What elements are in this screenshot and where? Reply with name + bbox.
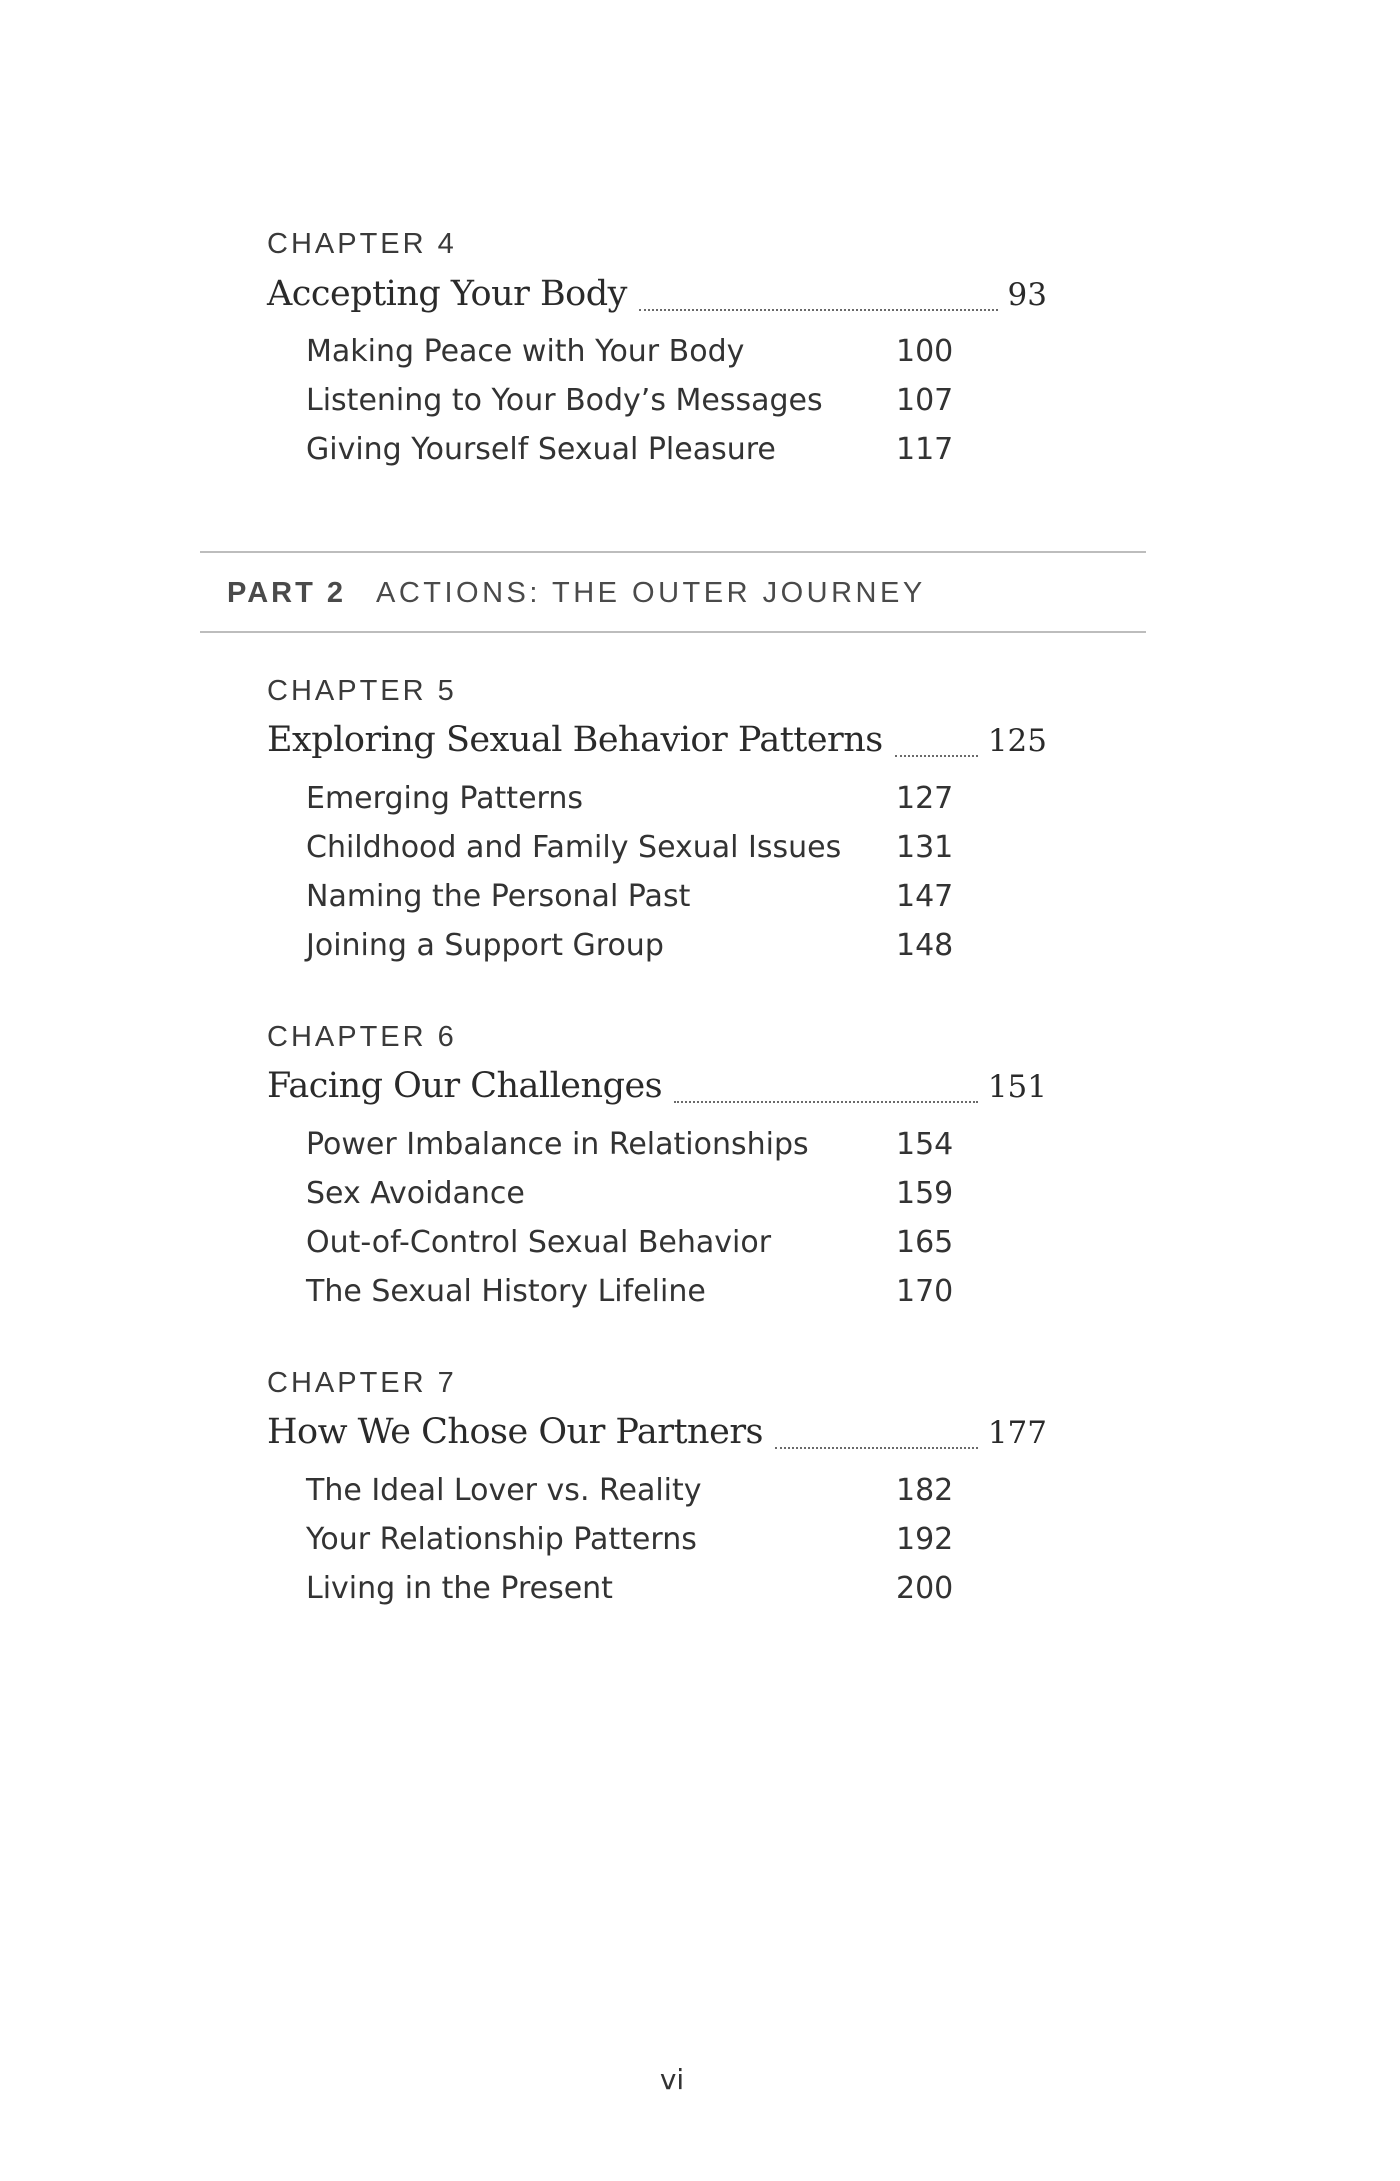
chapter-title-row: [267, 720, 1047, 769]
section-title: Living in the Present: [306, 1571, 613, 1606]
chapter-title-row: [267, 1066, 1047, 1115]
dot-leader: [775, 1446, 978, 1449]
section-title: Childhood and Family Sexual Issues: [306, 830, 842, 865]
section-row: [306, 1176, 954, 1219]
section-title: Making Peace with Your Body: [306, 334, 745, 369]
chapter-title: Accepting Your Body: [267, 274, 627, 314]
chapter-page-number: 93: [1007, 277, 1047, 313]
section-row: [306, 432, 954, 475]
section-title: Power Imbalance in Relationships: [306, 1127, 809, 1162]
section-row: [306, 1571, 954, 1614]
chapter-page-number: 151: [987, 1069, 1047, 1105]
part-bottom-rule: [200, 631, 1146, 633]
section-title: Out-of-Control Sexual Behavior: [306, 1225, 772, 1260]
chapter-title-row: [267, 1412, 1047, 1461]
part-top-rule: [200, 551, 1146, 553]
section-page-number: 200: [896, 1571, 954, 1606]
chapter-label: CHAPTER 5: [267, 675, 457, 707]
section-page-number: 131: [896, 830, 954, 865]
section-page-number: 148: [896, 928, 954, 963]
section-page-number: 107: [896, 383, 954, 418]
chapter-label: CHAPTER 4: [267, 228, 457, 260]
section-title: Giving Yourself Sexual Pleasure: [306, 432, 776, 467]
section-title: Listening to Your Body’s Messages: [306, 383, 823, 418]
section-page-number: 165: [896, 1225, 954, 1260]
section-row: [306, 928, 954, 971]
section-page-number: 147: [896, 879, 954, 914]
section-page-number: 127: [896, 781, 954, 816]
section-row: [306, 1522, 954, 1565]
part-heading: [227, 579, 926, 608]
section-row: [306, 830, 954, 873]
dot-leader: [674, 1100, 978, 1103]
chapter-title: How We Chose Our Partners: [267, 1412, 764, 1452]
chapter-title: Exploring Sexual Behavior Patterns: [267, 720, 883, 760]
page-folio: vi: [659, 2063, 685, 2096]
section-title: The Ideal Lover vs. Reality: [306, 1473, 702, 1508]
section-row: [306, 1274, 954, 1317]
chapter-title-row: [267, 274, 1047, 323]
dot-leader: [895, 754, 978, 757]
part-title: ACTIONS: THE OUTER JOURNEY: [375, 577, 926, 609]
section-row: [306, 334, 954, 377]
dot-leader: [639, 308, 998, 311]
chapter-page-number: 125: [987, 723, 1047, 759]
section-title: Emerging Patterns: [306, 781, 583, 816]
section-title: Joining a Support Group: [306, 928, 664, 963]
section-row: [306, 879, 954, 922]
section-title: Naming the Personal Past: [306, 879, 691, 914]
section-page-number: 117: [896, 432, 954, 467]
section-row: [306, 1127, 954, 1170]
section-title: Sex Avoidance: [306, 1176, 525, 1211]
chapter-label: CHAPTER 7: [267, 1367, 457, 1399]
section-row: [306, 781, 954, 824]
part-label: PART 2: [227, 577, 346, 609]
section-row: [306, 1225, 954, 1268]
chapter-page-number: 177: [987, 1415, 1047, 1451]
section-page-number: 182: [896, 1473, 954, 1508]
section-title: Your Relationship Patterns: [306, 1522, 697, 1557]
chapter-title: Facing Our Challenges: [267, 1066, 663, 1106]
section-row: [306, 383, 954, 426]
section-page-number: 192: [896, 1522, 954, 1557]
chapter-label: CHAPTER 6: [267, 1021, 457, 1053]
section-page-number: 154: [896, 1127, 954, 1162]
section-page-number: 100: [896, 334, 954, 369]
section-title: The Sexual History Lifeline: [306, 1274, 706, 1309]
section-page-number: 159: [896, 1176, 954, 1211]
section-row: [306, 1473, 954, 1516]
section-page-number: 170: [896, 1274, 954, 1309]
